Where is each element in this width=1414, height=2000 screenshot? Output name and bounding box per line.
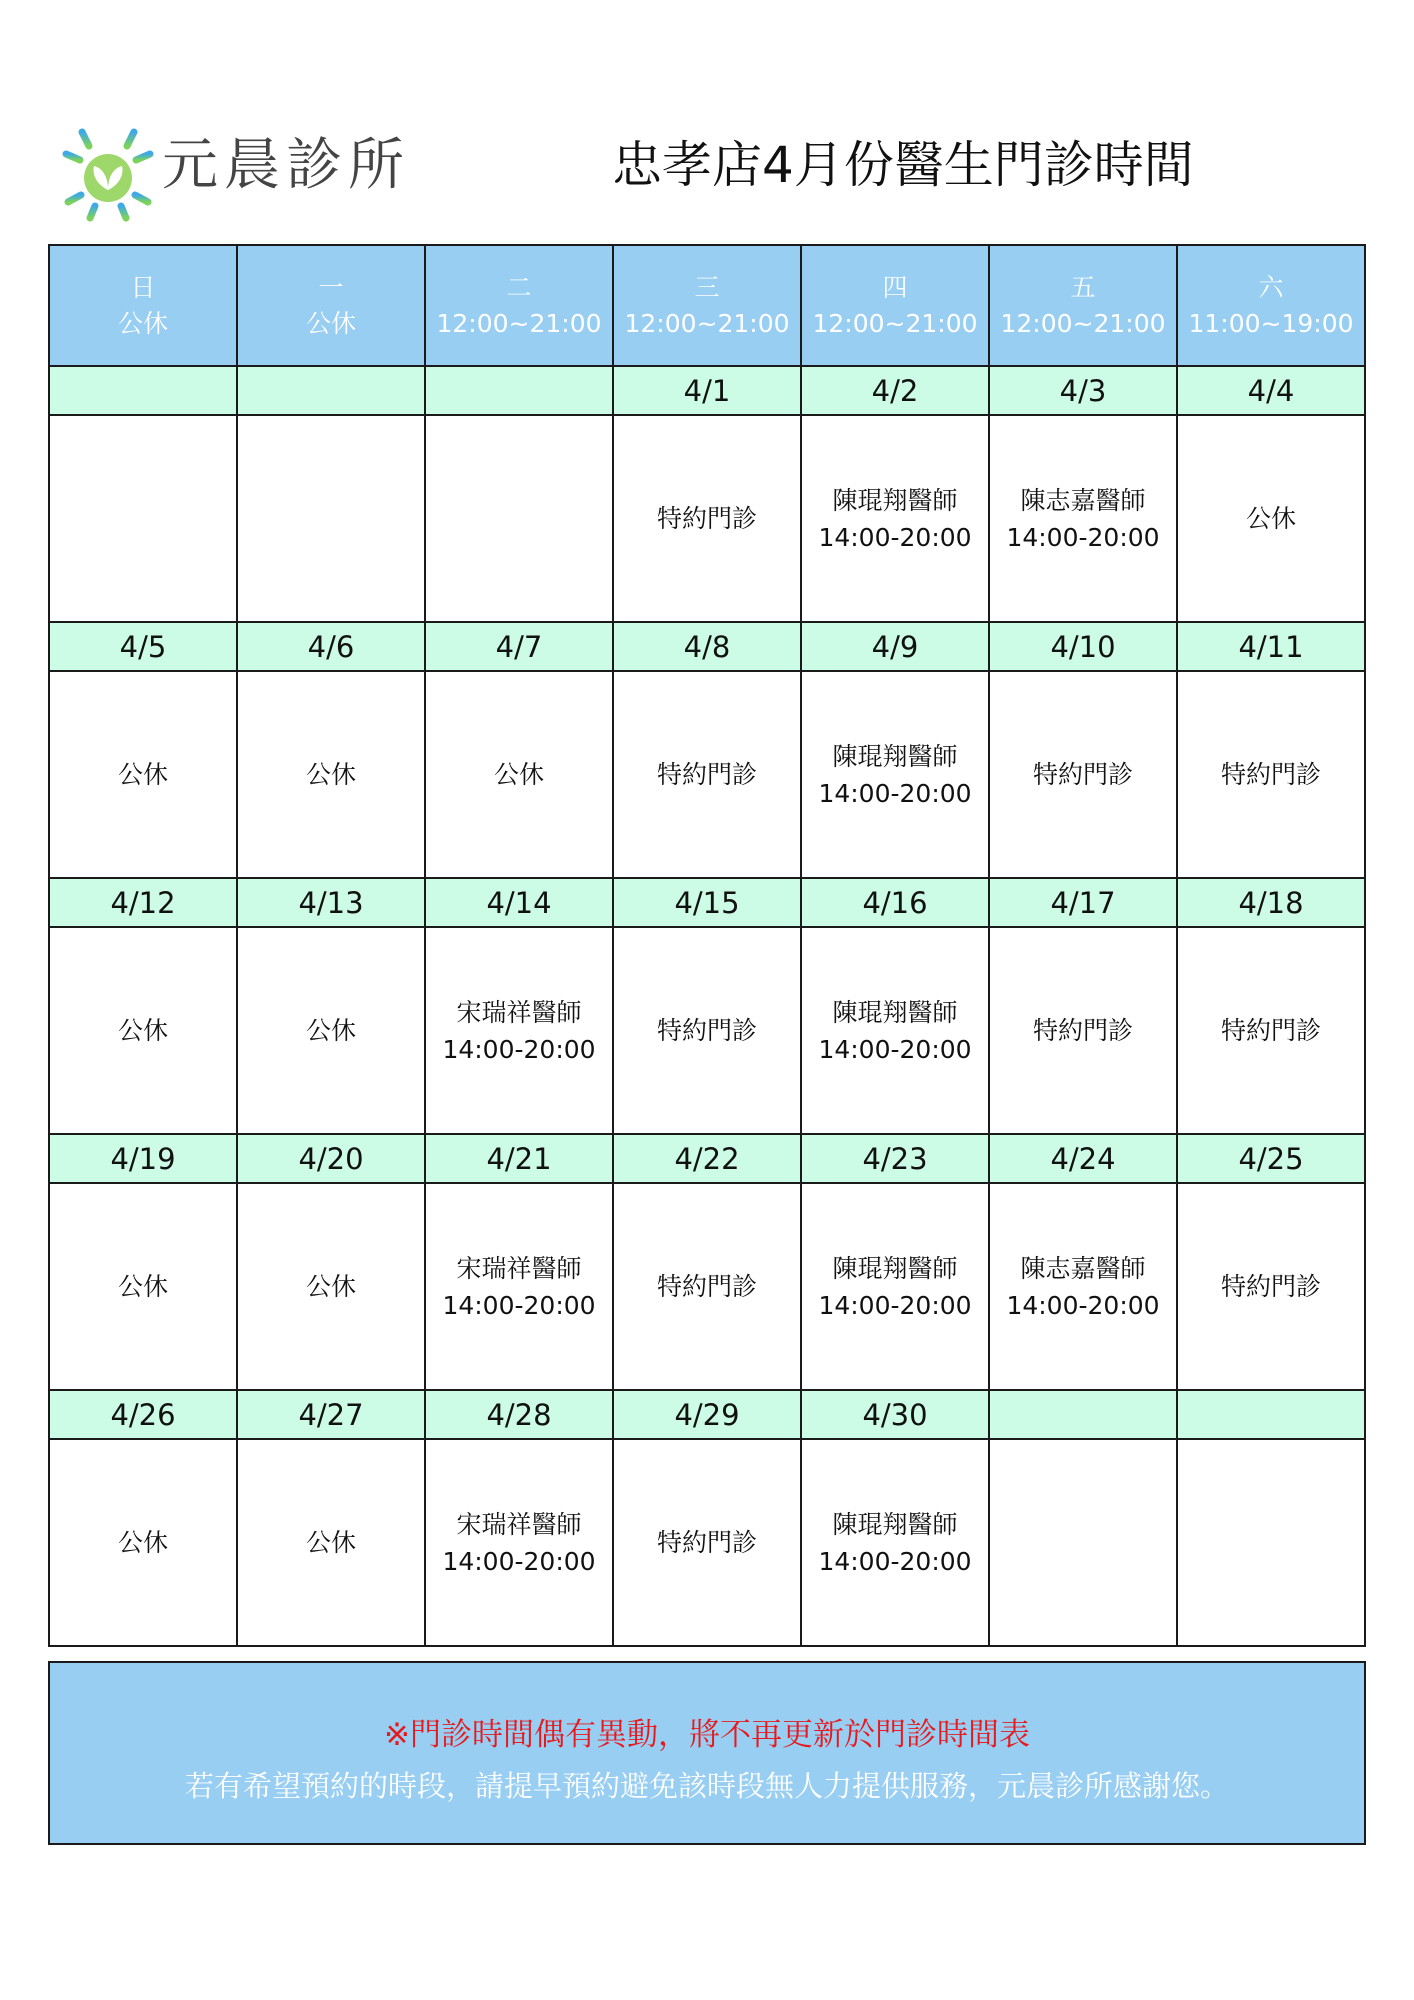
schedule-cell-label: 宋瑞祥醫師	[456, 1509, 582, 1539]
schedule-cell	[1177, 415, 1365, 622]
schedule-cell-label: 陳琨翔醫師	[832, 1509, 958, 1539]
schedule-row	[49, 1439, 1365, 1646]
schedule-cell-label: 公休	[305, 1528, 356, 1557]
schedule-cell	[425, 671, 613, 878]
date-cell: 4/24	[989, 1134, 1177, 1183]
weekday-header-cell: 三 12:00~21:00	[613, 245, 801, 366]
date-cell: 4/13	[237, 878, 425, 927]
schedule-cell-label: 陳琨翔醫師	[832, 485, 958, 515]
date-cell: 4/22	[613, 1134, 801, 1183]
schedule-cell	[989, 671, 1177, 878]
schedule-cell-label: 陳琨翔醫師	[832, 997, 958, 1027]
schedule-cell	[613, 671, 801, 878]
notice-box	[48, 1661, 1366, 1845]
schedule-cell-label: 公休	[117, 1016, 168, 1045]
date-row	[49, 1390, 1365, 1439]
schedule-cell-time: 14:00-20:00	[818, 522, 972, 552]
page-header	[0, 0, 1414, 240]
schedule-cell	[49, 671, 237, 878]
schedule-cell	[989, 927, 1177, 1134]
date-cell	[425, 366, 613, 415]
schedule-cell-label: 特約門診	[1220, 760, 1321, 789]
schedule-cell	[237, 671, 425, 878]
schedule-cell-label: 陳志嘉醫師	[1020, 1253, 1146, 1283]
weekday-header-cell: 四 12:00~21:00	[801, 245, 989, 366]
schedule-cell-time: 14:00-20:00	[818, 1034, 972, 1064]
schedule-cell	[989, 415, 1177, 622]
date-cell: 4/20	[237, 1134, 425, 1183]
date-cell: 4/6	[237, 622, 425, 671]
clinic-name: 元晨診所	[162, 133, 410, 198]
schedule-cell-time: 14:00-20:00	[1006, 522, 1160, 552]
schedule-cell-label: 特約門診	[1032, 760, 1133, 789]
weekday-header-row	[49, 245, 1365, 366]
date-cell: 4/7	[425, 622, 613, 671]
date-row	[49, 878, 1365, 927]
schedule-cell	[801, 671, 989, 878]
schedule-cell	[237, 415, 425, 622]
schedule-cell	[613, 927, 801, 1134]
schedule-cell	[425, 1439, 613, 1646]
schedule-cell-time: 14:00-20:00	[442, 1034, 596, 1064]
schedule-cell	[1177, 671, 1365, 878]
date-cell: 4/21	[425, 1134, 613, 1183]
date-cell	[1177, 1390, 1365, 1439]
schedule-cell	[425, 927, 613, 1134]
schedule-cell	[1177, 927, 1365, 1134]
schedule-cell	[425, 1183, 613, 1390]
schedule-cell-label: 公休	[493, 760, 544, 789]
notice-message: 若有希望預約的時段，請提早預約避免該時段無人力提供服務，元晨診所感謝您。	[184, 1769, 1229, 1803]
schedule-cell-label: 公休	[117, 1272, 168, 1301]
date-cell: 4/26	[49, 1390, 237, 1439]
date-cell: 4/28	[425, 1390, 613, 1439]
schedule-cell-label: 宋瑞祥醫師	[456, 997, 582, 1027]
date-cell: 4/10	[989, 622, 1177, 671]
sun-leaf-logo-icon	[58, 118, 158, 228]
schedule-cell	[801, 927, 989, 1134]
schedule-cell	[49, 927, 237, 1134]
date-cell: 4/11	[1177, 622, 1365, 671]
date-cell: 4/4	[1177, 366, 1365, 415]
date-cell	[237, 366, 425, 415]
schedule-cell-label: 特約門診	[656, 1016, 757, 1045]
date-cell: 4/2	[801, 366, 989, 415]
date-row	[49, 622, 1365, 671]
weekday-header-cell: 二 12:00~21:00	[425, 245, 613, 366]
schedule-cell	[801, 415, 989, 622]
date-cell: 4/16	[801, 878, 989, 927]
date-cell: 4/15	[613, 878, 801, 927]
schedule-cell-label: 公休	[117, 760, 168, 789]
date-cell: 4/23	[801, 1134, 989, 1183]
weekday-header-cell: 日 公休	[49, 245, 237, 366]
schedule-cell	[49, 1439, 237, 1646]
schedule-cell-label: 特約門診	[656, 760, 757, 789]
date-cell: 4/5	[49, 622, 237, 671]
date-cell: 4/14	[425, 878, 613, 927]
schedule-cell-label: 公休	[305, 760, 356, 789]
schedule-row	[49, 927, 1365, 1134]
date-cell: 4/25	[1177, 1134, 1365, 1183]
date-cell: 4/18	[1177, 878, 1365, 927]
schedule-cell	[613, 1183, 801, 1390]
schedule-cell-label: 特約門診	[1220, 1016, 1321, 1045]
schedule-cell-label: 陳志嘉醫師	[1020, 485, 1146, 515]
schedule-cell	[49, 415, 237, 622]
schedule-cell-label: 特約門診	[1220, 1272, 1321, 1301]
weekday-header-cell: 五 12:00~21:00	[989, 245, 1177, 366]
page-title: 忠孝店4月份醫生門診時間	[612, 136, 1194, 194]
schedule-row	[49, 415, 1365, 622]
date-cell: 4/12	[49, 878, 237, 927]
weekday-header-cell: 一 公休	[237, 245, 425, 366]
schedule-cell-time: 14:00-20:00	[1006, 1290, 1160, 1320]
schedule-cell-time: 14:00-20:00	[818, 1546, 972, 1576]
schedule-cell	[1177, 1183, 1365, 1390]
schedule-cell	[613, 1439, 801, 1646]
date-cell: 4/27	[237, 1390, 425, 1439]
schedule-cell	[801, 1183, 989, 1390]
date-cell: 4/30	[801, 1390, 989, 1439]
schedule-cell-time: 14:00-20:00	[442, 1290, 596, 1320]
schedule-cell	[1177, 1439, 1365, 1646]
schedule-table	[48, 244, 1366, 1647]
schedule-cell	[237, 1439, 425, 1646]
schedule-cell	[613, 415, 801, 622]
schedule-cell	[237, 1183, 425, 1390]
date-cell: 4/19	[49, 1134, 237, 1183]
date-cell	[49, 366, 237, 415]
schedule-cell-label: 特約門診	[656, 1528, 757, 1557]
date-cell: 4/1	[613, 366, 801, 415]
schedule-row	[49, 671, 1365, 878]
schedule-cell-time: 14:00-20:00	[818, 778, 972, 808]
date-cell: 4/3	[989, 366, 1177, 415]
schedule-cell-time: 14:00-20:00	[818, 1290, 972, 1320]
schedule-cell-label: 特約門診	[1032, 1016, 1133, 1045]
schedule-cell	[989, 1439, 1177, 1646]
schedule-cell	[801, 1439, 989, 1646]
schedule-cell-label: 特約門診	[656, 1272, 757, 1301]
schedule-cell-label: 公休	[1245, 504, 1296, 533]
schedule-cell-label: 特約門診	[656, 504, 757, 533]
schedule-cell	[989, 1183, 1177, 1390]
date-row	[49, 366, 1365, 415]
date-cell	[989, 1390, 1177, 1439]
schedule-cell-label: 陳琨翔醫師	[832, 741, 958, 771]
date-cell: 4/29	[613, 1390, 801, 1439]
schedule-cell-label: 公休	[305, 1016, 356, 1045]
schedule-cell-label: 宋瑞祥醫師	[456, 1253, 582, 1283]
schedule-cell-label: 公休	[305, 1272, 356, 1301]
schedule-cell	[237, 927, 425, 1134]
schedule-cell	[49, 1183, 237, 1390]
date-cell: 4/9	[801, 622, 989, 671]
schedule-cell-label: 公休	[117, 1528, 168, 1557]
date-cell: 4/8	[613, 622, 801, 671]
schedule-cell	[425, 415, 613, 622]
notice-warning: ※門診時間偶有異動，將不再更新於門診時間表	[384, 1717, 1030, 1753]
date-row	[49, 1134, 1365, 1183]
weekday-header-cell: 六 11:00~19:00	[1177, 245, 1365, 366]
date-cell: 4/17	[989, 878, 1177, 927]
schedule-cell-label: 陳琨翔醫師	[832, 1253, 958, 1283]
schedule-row	[49, 1183, 1365, 1390]
schedule-cell-time: 14:00-20:00	[442, 1546, 596, 1576]
